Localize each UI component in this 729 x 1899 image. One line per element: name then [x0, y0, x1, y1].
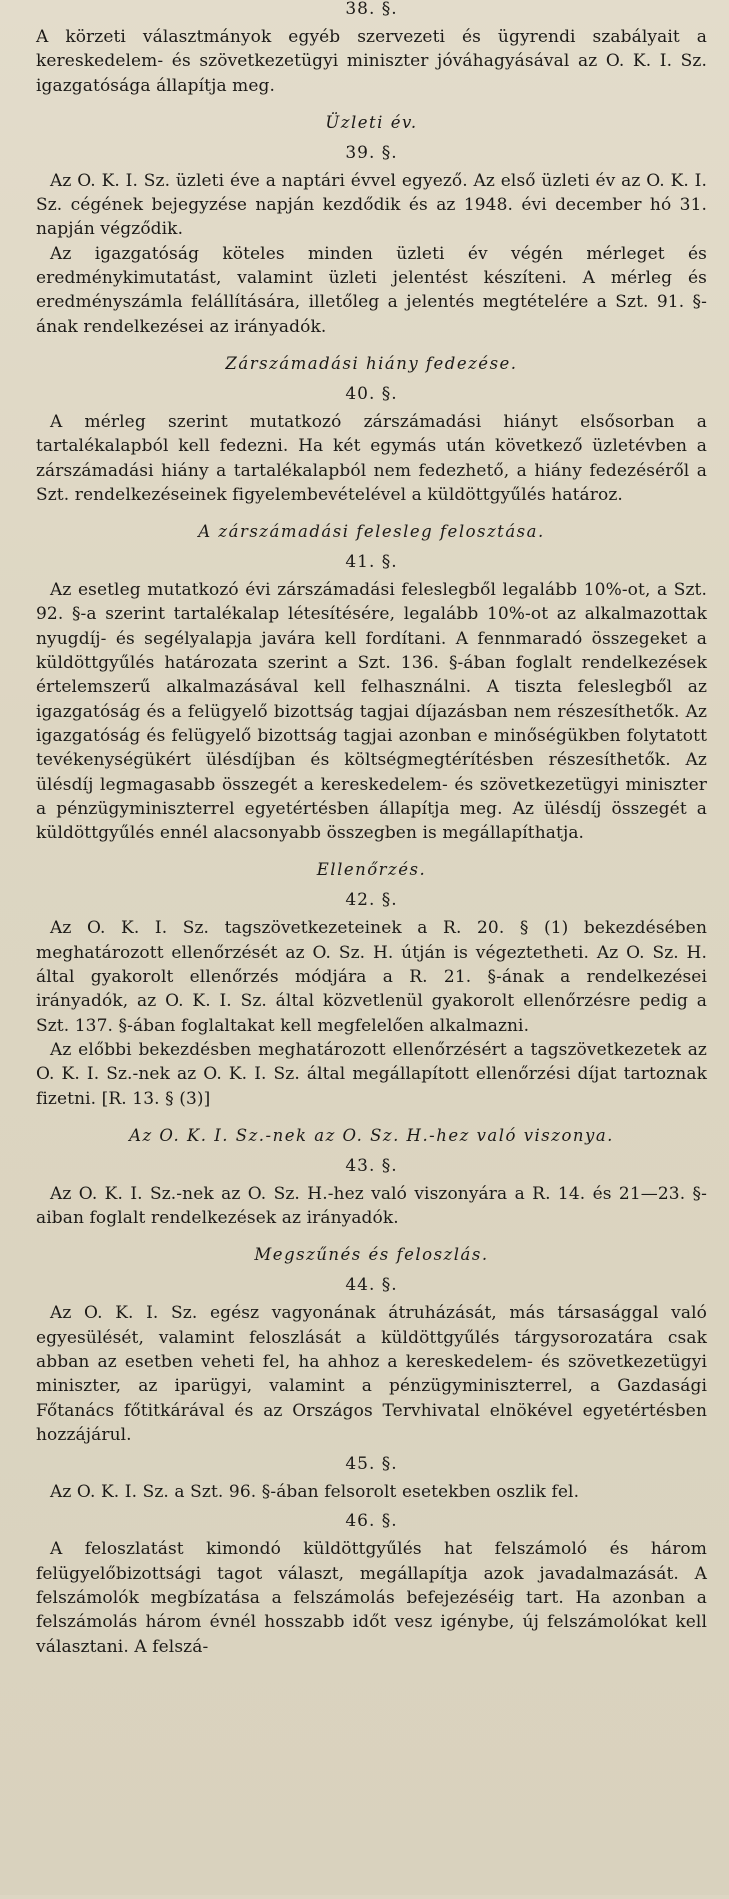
paragraph: A feloszlatást kimondó küldöttgyűlés hat felszámoló és három felügyelőbizottsági tagot választ, megállapítja azok javadalmazását. A felszámolók megbízatása a felszámolás befejezéséig tart. Ha azonban a felszámolás három évnél hosszabb időt vesz igénybe, új felszámolókat kell választani. A felszá- [36, 1539, 707, 1657]
section-heading: Megszűnés és feloszlás. [254, 1245, 489, 1265]
paragraph: Az O. K. I. Sz. üzleti éve a naptári évvel egyező. Az első üzleti év az O. K. I. Sz. cégének bejegyzése napján kezdődik és az 1948. évi december hó 31. napján végződik. [36, 170, 707, 240]
section-heading: Az O. K. I. Sz.-nek az O. Sz. H.-hez való viszonya. [129, 1125, 614, 1145]
section-heading: A zárszámadási felesleg felosztása. [198, 522, 545, 542]
paragraph: Az igazgatóság köteles minden üzleti év végén mérleget és eredménykimutatást, valamint üzleti jelentést készíteni. A mérleg és eredményszámla felállítására, illetőleg a jelentés megtételére a Szt. 91. §-ának rendelkezései az irányadók. [36, 243, 707, 337]
section-heading: Zárszámadási hiány fedezése. [225, 353, 518, 373]
section-number: 44. §. [345, 1275, 398, 1296]
section-number: 43. §. [345, 1155, 398, 1176]
paragraph: Az O. K. I. Sz. a Szt. 96. §-ában felsorolt esetekben oszlik fel. [50, 1482, 580, 1503]
paragraph: A körzeti választmányok egyéb szervezeti és ügyrendi szabályait a kereskedelem- és szövetkezetügyi miniszter jóváhagyásával az O. K. I. Sz. igazgatósága állapítja meg. [36, 27, 707, 96]
paragraph: A mérleg szerint mutatkozó zárszámadási hiányt elsősorban a tartalékalapból kell fedezni. Ha két egymás után következő üzletévben a zárszámadási hiány a tartalékalapból nem fedezhető, a hiány fedezéséről a Szt. rendelkezéseinek figyelembevételével a küldöttgyűlés határoz. [36, 411, 707, 505]
paragraph: Az esetleg mutatkozó évi zárszámadási feleslegből legalább 10%-ot, a Szt. 92. §-a szerint tartalékalap létesítésére, legalább 10%-ot az alkalmazottak nyugdíj- és segélyalapja javára kell fordítani. A fennmaradó összegeket a küldöttgyűlés határozata szerint a Szt. 136. §-ában foglalt rendelkezések értelemszerű alkalmazásával kell felhasználni. A tiszta feleslegből az igazgatóság és a felügyelő bizottság tagjai díjazásban nem részesíthetők. Az igazgatóság és felügyelő bizottság tagjai azonban e minőségükben folytatott tevékenységükért ülésdíjban és költségmegtérítésben részesíthetők. Az ülésdíj legmagasabb összegét a kereskedelem- és szövetkezetügyi miniszter a pénzügyminiszterrel egyetértésben állapítja meg. Az ülésdíj összegét a küldöttgyűlés ennél alacsonyabb összegben is megállapíthatja. [36, 580, 707, 844]
section-number: 41. §. [345, 552, 398, 573]
section-number: 46. §. [345, 1511, 398, 1532]
paragraph: Az O. K. I. Sz. egész vagyonának átruházását, más társasággal való egyesülését, valamint feloszlását a küldöttgyűlés tárgysorozatára csak abban az esetben veheti fel, ha ahhoz a kereskedelem- és szövetkezetügyi miniszter, az iparügyi, valamint a pénzügyminiszterrel, a Gazdasági Főtanács főtitkárával és az Országos Tervhivatal elnökével egyetértésben hozzájárul. [36, 1303, 707, 1445]
paragraph: Az előbbi bekezdésben meghatározott ellenőrzésért a tagszövetkezetek az O. K. I. Sz.-nek az O. K. I. Sz. által megállapított ellenőrzési díjat tartoznak fizetni. [R. 13. § (3)] [36, 1039, 707, 1109]
paragraph: Az O. K. I. Sz. tagszövetkezeteinek a R. 20. § (1) bekezdésében meghatározott ellenőrzését az O. Sz. H. útján is végeztetheti. Az O. Sz. H. által gyakorolt ellenőrzés módjára a R. 21. §-ának a rendelkezései irányadók, az O. K. I. Sz. által közvetlenül gyakorolt ellenőrzésre pedig a Szt. 137. §-ában foglaltakat kell megfelelően alkalmazni. [36, 918, 707, 1036]
section-heading: Üzleti év. [325, 112, 418, 132]
section-number: 42. §. [345, 890, 398, 911]
paragraph: Az O. K. I. Sz.-nek az O. Sz. H.-hez való viszonyára a R. 14. és 21—23. §-aiban foglalt rendelkezések az irányadók. [36, 1183, 707, 1229]
section-number: 38. §. [345, 0, 398, 19]
section-number: 40. §. [345, 383, 398, 404]
section-heading: Ellenőrzés. [316, 860, 427, 880]
section-number: 39. §. [345, 142, 398, 163]
section-number: 45. §. [345, 1454, 398, 1475]
